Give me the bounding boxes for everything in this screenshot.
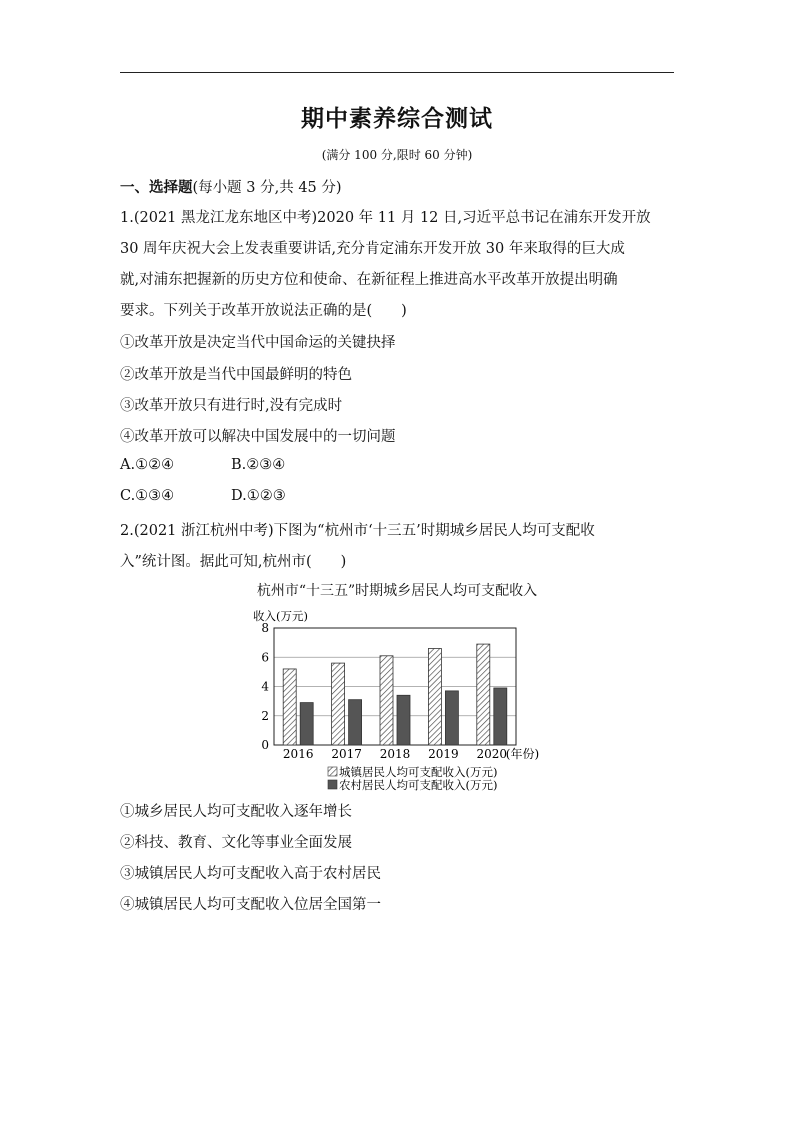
legend-swatch — [328, 767, 337, 776]
urban-income-bar — [283, 669, 296, 745]
q1-option-b[interactable]: B.②③④ — [231, 457, 286, 473]
x-tick-label: 2018 — [379, 747, 411, 761]
income-bar-chart — [220, 602, 550, 797]
rural-income-bar — [445, 691, 458, 745]
y-tick-label: 8 — [261, 621, 269, 635]
x-tick-label: 2017 — [331, 747, 362, 761]
q1-options-row — [120, 457, 285, 473]
q1-stem-line: 1.(2021 黑龙江龙东地区中考)2020 年 11 月 12 日,习近平总书记在浦东开发开放 — [120, 210, 651, 226]
q1-option-d[interactable]: D.①②③ — [231, 488, 286, 504]
chart-title: 杭州市“十三五”时期城乡居民人均可支配收入 — [256, 583, 538, 599]
page-title: 期中素养综合测试 — [301, 106, 493, 132]
q2-statement: ②科技、教育、文化等事业全面发展 — [120, 835, 352, 851]
urban-income-bar — [428, 648, 441, 745]
q1-statement: ①改革开放是决定当代中国命运的关键抉择 — [120, 335, 396, 351]
q1-stem-line: 30 周年庆祝大会上发表重要讲话,充分肯定浦东开发开放 30 年来取得的巨大成 — [120, 241, 625, 257]
y-tick-label: 0 — [261, 738, 269, 752]
q2-stem-line: 2.(2021 浙江杭州中考)下图为“杭州市‘十三五’时期城乡居民人均可支配收 — [120, 523, 595, 539]
rural-income-bar — [494, 688, 507, 745]
section-title: 一、选择题 — [120, 180, 193, 196]
q2-stem-line: 入”统计图。据此可知,杭州市( ) — [120, 554, 347, 570]
q2-statement: ①城乡居民人均可支配收入逐年增长 — [120, 804, 352, 820]
rural-income-bar — [349, 700, 362, 745]
y-axis-label: 收入(万元) — [253, 609, 308, 623]
legend-label: 农村居民人均可支配收入(万元) — [339, 778, 498, 792]
legend-swatch — [328, 780, 337, 789]
x-tick-label: 2016 — [282, 747, 314, 761]
x-tick-label: 2019 — [428, 747, 459, 761]
rural-income-bar — [300, 703, 313, 745]
q1-option-c[interactable]: C.①③④ — [120, 488, 175, 504]
q1-stem-line: 就,对浦东把握新的历史方位和使命、在新征程上推进高水平改革开放提出明确 — [120, 272, 618, 288]
section-heading — [120, 176, 342, 197]
legend-label: 城镇居民人均可支配收入(万元) — [339, 765, 498, 779]
q2-statement: ③城镇居民人均可支配收入高于农村居民 — [120, 866, 381, 882]
section-note: (每小题 3 分,共 45 分) — [192, 180, 342, 196]
y-tick-label: 4 — [261, 679, 269, 694]
rural-income-bar — [397, 695, 410, 745]
q2-statement: ④城镇居民人均可支配收入位居全国第一 — [120, 897, 381, 913]
urban-income-bar — [477, 644, 490, 745]
x-axis-label: (年份) — [505, 747, 540, 761]
q1-option-a[interactable]: A.①②④ — [120, 457, 175, 473]
q1-statement: ③改革开放只有进行时,没有完成时 — [120, 398, 343, 414]
urban-income-bar — [332, 663, 345, 745]
urban-income-bar — [380, 656, 393, 745]
top-rule — [120, 72, 674, 73]
q1-statement: ④改革开放可以解决中国发展中的一切问题 — [120, 429, 396, 445]
page-subtitle: (满分 100 分,限时 60 分钟) — [321, 148, 473, 162]
q1-stem-line: 要求。下列关于改革开放说法正确的是( ) — [120, 303, 407, 319]
y-tick-label: 2 — [261, 708, 269, 723]
q1-statement: ②改革开放是当代中国最鲜明的特色 — [120, 367, 352, 383]
q1-options-row — [120, 488, 286, 504]
x-tick-label: 2020 — [476, 747, 508, 761]
y-tick-label: 6 — [261, 650, 269, 665]
